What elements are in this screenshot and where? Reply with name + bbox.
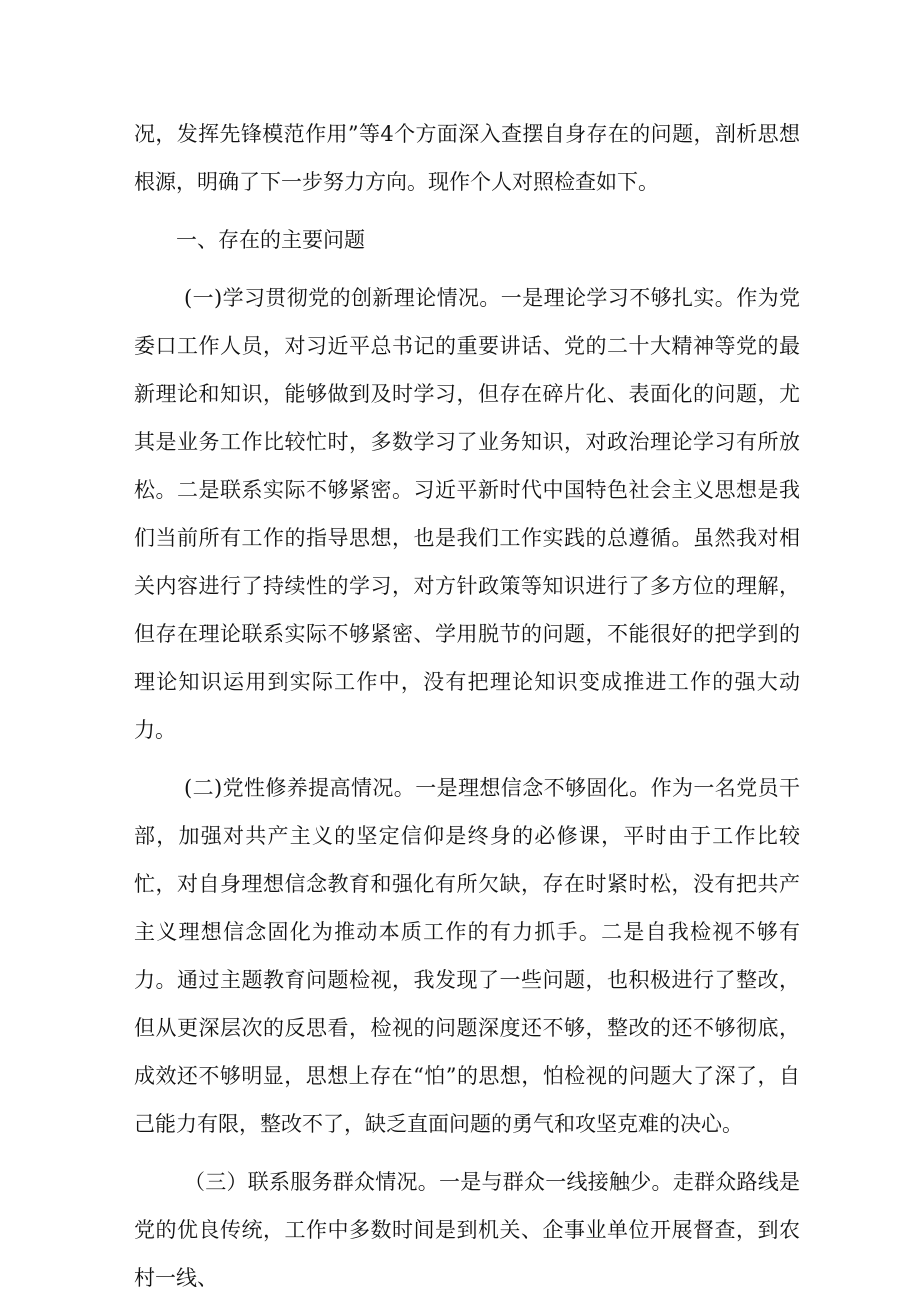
paragraph-theory-study: (一)学习贯彻党的创新理论情况。一是理论学习不够扎实。作为党委口工作人员，对习近平总书记的重要讲话、党的二十大精神等党的最新理论和知识，能够做到及时学习，但存在碎片化、表面化的问题，尤其是业务工作比较忙时，多数学习了业务知识，对政治理论学习有所放松。二是联系实际不够紧密。习近平新时代中国特色社会主义思想是我们当前所有工作的指导思想，也是我们工作实践的总遵循。虽然我对相关内容进行了持续性的学习，对方针政策等知识进行了多方位的理解，但存在理论联系实际不够紧密、学用脱节的问题，不能很好的把学到的理论知识运用到实际工作中，没有把理论知识变成推进工作的强大动力。 bbox=[134, 286, 800, 742]
paragraph-party-spirit: (二)党性修养提高情况。一是理想信念不够固化。作为一名党员干部，加强对共产主义的坚定信仰是终身的必修课，平时由于工作比较忙，对自身理想信念教育和强化有所欠缺，存在时紧时松，没有把共产主义理想信念固化为推动本质工作的有力抓手。二是自我检视不够有力。通过主题教育问题检视，我发现了一些问题，也积极进行了整改，但从更深层次的反思看，检视的问题深度还不够，整改的还不够彻底，成效还不够明显，思想上存在“怕”的思想，怕检视的问题大了深了，自己能力有限，整改不了，缺乏直面问题的勇气和攻坚克难的决心。 bbox=[134, 776, 800, 1136]
intro-paragraph: 况，发挥先锋模范作用”等4个方面深入查摆自身存在的问题，剖析思想根源，明确了下一步努力方向。现作个人对照检查如下。 bbox=[134, 122, 800, 194]
paragraph-gap bbox=[134, 1148, 800, 1158]
document-page bbox=[134, 110, 800, 1302]
paragraph-serve-masses: （三）联系服务群众情况。一是与群众一线接触少。走群众路线是党的优良传统，工作中多数时间是到机关、企事业单位开展督查，到农村一线、 bbox=[134, 1170, 800, 1290]
section-heading: 一、存在的主要问题 bbox=[176, 228, 365, 252]
paragraph-gap bbox=[134, 754, 800, 764]
